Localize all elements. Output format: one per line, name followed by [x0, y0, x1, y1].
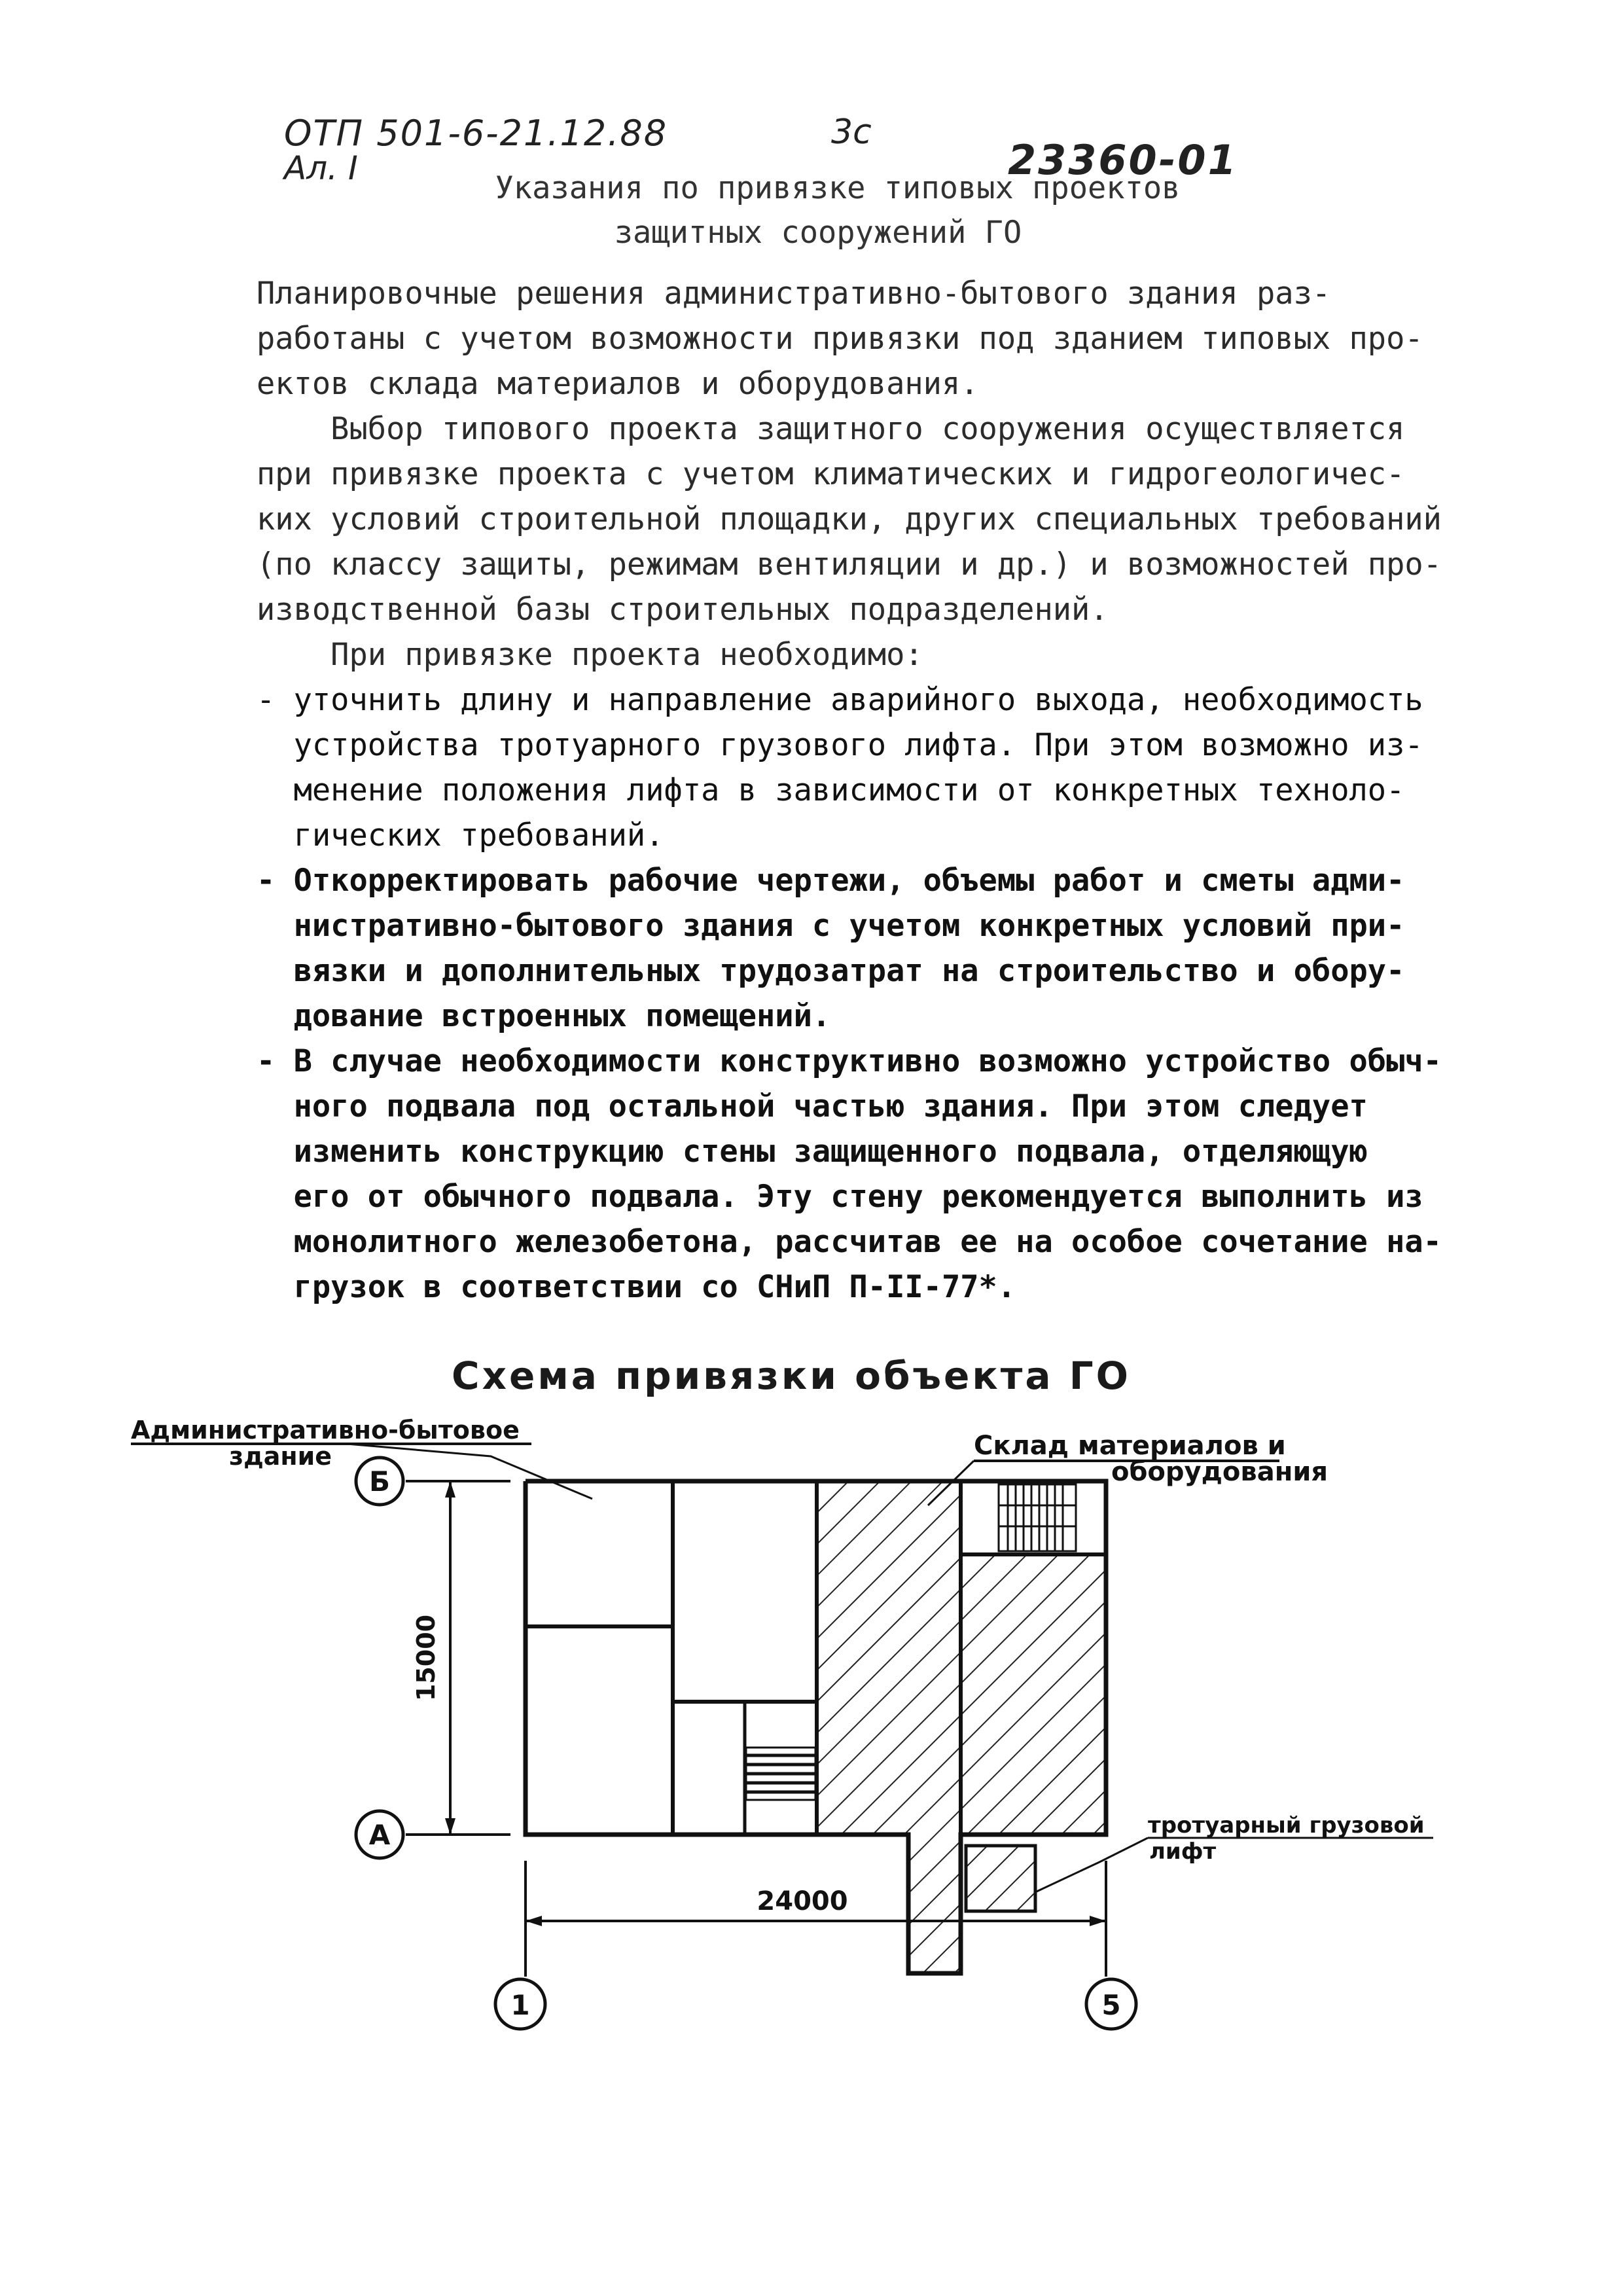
- warehouse-hatch-main: [817, 1481, 961, 1835]
- list-item-emergency-exit: - уточнить длину и направление аварийного выхода, необходимость устройства тротуарного грузового лифта. При этом возможно из- менение положения лифта в зависимости от конкретных техноло- гических требований.: [257, 682, 1423, 853]
- document-code: ОТП 501-6-21.12.88: [284, 113, 668, 154]
- list-item-basement-wall: - В случае необходимости конструктивно возможно устройство обыч- ного подвала под остальной частью здания. При этом следует изменить конструкцию стены защищенного подвала, отделяющую его от обычного подвала. Эту стену рекомендуется выполнить из монолитного железобетона, рассчитав ее на особое сочетание на- грузок в соответствии со СНиП П-II-77*.: [257, 1043, 1442, 1305]
- svg-text:Б: Б: [368, 1465, 391, 1498]
- scheme-title: Схема привязки объекта ГО: [452, 1354, 1131, 1398]
- document-number: 23360-01: [1008, 136, 1238, 184]
- list-item-adjust-drawings: - Откорректировать рабочие чертежи, объемы работ и сметы адми- нистративно-бытового здания с учетом конкретных условий при- вязки и дополнительных трудозатрат на строительство и обору- дование встроенных помещений.: [257, 863, 1405, 1034]
- axis-marker-right: [1086, 1861, 1136, 2029]
- paragraph-planning: Планировочные решения административно-бытового здания раз- работаны с учетом возможности привязки под зданием типовых про- ектов склада материалов и оборудования.: [257, 276, 1423, 402]
- dimension-vertical: [412, 1481, 455, 1835]
- emergency-exit-hatch: [908, 1835, 961, 1973]
- label-admin-building-2: здание: [229, 1442, 332, 1471]
- staircase-upper: [999, 1484, 1076, 1551]
- svg-text:24000: 24000: [757, 1886, 848, 1916]
- axis-marker-top: [356, 1458, 510, 1505]
- lift-leader-line: [1037, 1838, 1148, 1892]
- axis-marker-left: [495, 1861, 545, 2029]
- svg-text:5: 5: [1101, 1989, 1121, 2021]
- warehouse-hatch-right: [961, 1554, 1106, 1835]
- page-title-line-2: защитных сооружений ГО: [614, 215, 1022, 251]
- label-lift-2: лифт: [1149, 1839, 1217, 1865]
- label-admin-building: Административно-бытовое: [131, 1416, 520, 1444]
- lift-hatch: [966, 1846, 1035, 1911]
- paragraph-requirements-intro: При привязке проекта необходимо:: [257, 637, 923, 673]
- label-warehouse: Склад материалов и: [974, 1431, 1286, 1461]
- svg-text:15000: 15000: [412, 1614, 440, 1702]
- label-warehouse-2: оборудования: [1111, 1457, 1329, 1487]
- axis-marker-bottom: [356, 1811, 510, 1858]
- paragraph-selection: Выбор типового проекта защитного сооружения осуществляется при привязке проекта с учетом климатических и гидрогеологичес- ких условий строительной площадки, других специальных требований (по классу защиты, режимам вентиляции и др.) и возможностей про- изводственной базы строительных подразделений.: [257, 411, 1442, 628]
- page-title-line-1: Указания по привязке типовых проектов: [495, 170, 1181, 206]
- sheet-label: Ал. I: [284, 149, 358, 187]
- staircase-lower: [746, 1748, 815, 1800]
- svg-text:1: 1: [510, 1989, 530, 2021]
- svg-text:А: А: [368, 1819, 391, 1851]
- page-number: 3с: [831, 113, 872, 152]
- label-lift: тротуарный грузовой: [1148, 1812, 1425, 1839]
